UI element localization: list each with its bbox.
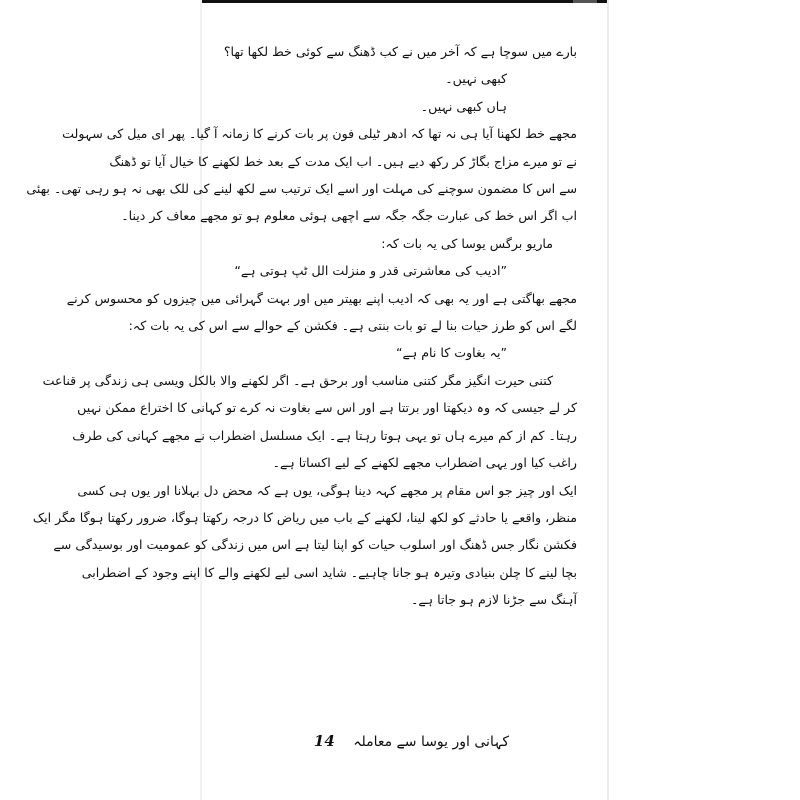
text-line: لگے اس کو طرز حیات بنا لے تو بات بنتی ہے۔ فکشن کے حوالے سے اس کی یہ بات کہ: [128, 318, 577, 334]
text-line: آہنگ سے جڑنا لازم ہو جاتا ہے۔ [410, 592, 577, 608]
page-number: 14 [313, 732, 335, 750]
text-line: راغب کیا اور یہی اضطراب مجھے لکھنے کے لیے اکساتا ہے۔ [272, 455, 577, 471]
page-footer [202, 732, 607, 750]
text-line: بچا لینے کا چلن بنیادی وتیرہ ہو جانا چاہیے۔ شاید اسی لیے لکھنے والے کا اپنے وجود کے اضطرابی [81, 564, 577, 580]
top-edge-rule [202, 0, 607, 3]
book-page [26, 0, 609, 800]
text-line: مجھے بھاگتی ہے اور یہ بھی کہ ادیب اپنے بھیتر میں اور بہت گہرائی میں چیزوں کو محسوس کرنے [66, 290, 577, 306]
text-line: اب اگر اس خط کی عبارت جگہ جگہ سے اچھی ہوئی معلوم ہو تو مجھے معاف کر دینا۔ [121, 208, 577, 224]
text-line: نے تو میرے مزاج بگاڑ کر رکھ دیے ہیں۔ اب ایک مدت کے بعد خط لکھنے کا خیال آیا تو ڈھنگ [109, 153, 577, 169]
text-line: ”یہ بغاوت کا نام ہے“ [395, 345, 507, 361]
text-line: کبھی نہیں۔ [445, 71, 507, 87]
text-line: سے اس کا مضمون سوچنے کی مہلت اور اسے ایک ترتیب سے لکھ لینے کی للک بھی نہ ہو رہی تھی۔ بھئی [26, 181, 577, 197]
text-line: بارے میں سوچا ہے کہ آخر میں نے کب ڈھنگ سے کوئی خط لکھا تھا؟ [223, 44, 577, 59]
text-line: ماریو برگس یوسا کی یہ بات کہ: [381, 235, 553, 251]
body-text [26, 38, 577, 614]
top-corner-mark [573, 0, 597, 3]
text-line: فکشن نگار جس ڈھنگ اور اسلوب حیات کو اپنا لیتا ہے اس میں زندگی کو عمومیت اور بوسیدگی سے [53, 537, 577, 553]
text-line: کر لے جیسی کہ وہ دیکھتا اور برتتا ہے اور اس سے بغاوت نہ کرے تو کہانی کا اختراع ممکن نہیں [77, 400, 577, 416]
text-line: رہتا۔ کم از کم میرے ہاں تو یہی ہوتا رہتا ہے۔ ایک مسلسل اضطراب نے مجھے کہانی کی طرف [72, 427, 577, 443]
running-title: کہانی اور یوسا سے معاملہ [353, 734, 510, 750]
text-line: مجھے خط لکھنا آیا ہی نہ تھا کہ ادھر ٹیلی فون پر بات کرنے کا زمانہ آ گیا۔ پھر ای میل کی سہولت [62, 126, 577, 142]
text-line: کتنی حیرت انگیز مگر کتنی مناسب اور برحق ہے۔ اگر لکھنے والا بالکل ویسی ہی زندگی پر قناعت [42, 372, 553, 388]
text-line: ایک اور چیز جو اس مقام پر مجھے کہہ دینا ہوگی، یوں ہے کہ محض دل بہلانا اور یوں ہی کسی [77, 482, 577, 498]
text-line: ہاں کبھی نہیں۔ [420, 98, 507, 114]
text-line: ”ادیب کی معاشرتی قدر و منزلت الل ٹپ ہوتی ہے“ [234, 263, 507, 279]
text-line: منظر، واقعے یا حادثے کو لکھ لینا، لکھنے کے باب میں ریاض کا درجہ رکھتا ہوگا، ضرور رکھتا ہوگا مگر ایک [32, 509, 577, 525]
